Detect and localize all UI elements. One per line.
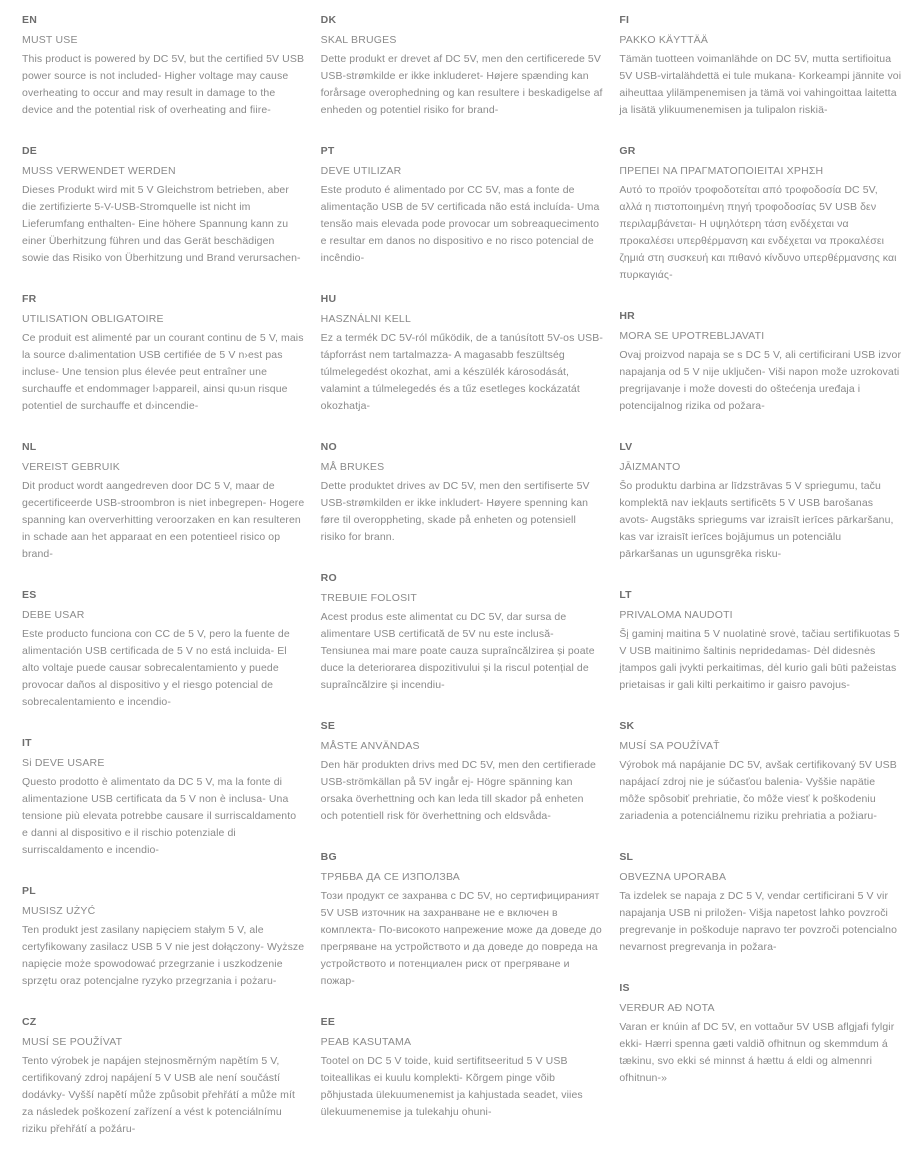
section-body: Dit product wordt aangedreven door DC 5 V, maar de gecertificeerde USB-stroombron is niet inbegrepen- Hogere spanning kan oververhitting veroorzaken en kan resulteren in schade aan het apparaat en een potentieel risico op brand-: [22, 480, 305, 560]
language-section-fi: [619, 12, 902, 119]
section-title: ΠΡΕΠΕΙ ΝΑ ΠΡΑΓΜΑΤΟΠΟΙΕΙΤΑΙ ΧΡΗΣΗ: [619, 165, 824, 177]
language-section-hu: [321, 291, 604, 415]
language-section-fr: [22, 291, 305, 415]
section-title: UTILISATION OBLIGATOIRE: [22, 313, 164, 325]
section-title: PRIVALOMA NAUDOTI: [619, 609, 733, 621]
language-code: PT: [320, 145, 335, 157]
section-body: Šį gaminį maitina 5 V nuolatinė srovė, tačiau sertifikuotas 5 V USB maitinimo šaltinis nepridedamas- Dėl didesnės įtampos gali įvykti perkaitimas, dėl kurio gali būti pažeistas prietaisas ir gali kilti perkaitimo ir gaisro pavojus-: [619, 628, 900, 691]
section-body: Dieses Produkt wird mit 5 V Gleichstrom betrieben, aber die zertifizierte 5-V-USB-Stromquelle ist nicht im Lieferumfang enthalten- Eine höhere Spannung kann zu einer Überhitzung führen und das Gerät beschädigen sowie das Risiko von Überhitzung und Brand verursachen-: [22, 184, 301, 264]
language-code: PL: [22, 885, 36, 897]
language-section-is: [619, 980, 902, 1087]
language-section-ro: [321, 570, 604, 694]
language-section-no: [321, 439, 604, 546]
language-section-en: [22, 12, 305, 119]
language-code: CZ: [22, 1016, 37, 1028]
language-code: LV: [619, 441, 633, 453]
language-code: EE: [320, 1016, 336, 1028]
language-section-dk: [321, 12, 604, 119]
language-section-cz: [22, 1014, 305, 1138]
language-section-sl: [619, 849, 902, 956]
column-1: [22, 12, 305, 1162]
language-section-sk: [619, 718, 902, 825]
section-title: SKAL BRUGES: [320, 34, 397, 46]
section-body: Dette produkt er drevet af DC 5V, men den certificerede 5V USB-strømkilde er ikke inkluderet- Højere spænding kan forårsage overophedning og kan resultere i beskadigelse af enheden og potentiel risiko for brand-: [320, 53, 603, 116]
section-body: Ta izdelek se napaja z DC 5 V, vendar certificirani 5 V vir napajanja USB ni priložen- Višja napetost lahko povzroči pregrevanje in poškoduje napravo ter povzroči potencialno nevarnost pregrevanja in požara-: [619, 890, 898, 953]
section-title: MÅSTE ANVÄNDAS: [320, 740, 420, 752]
section-body: Dette produktet drives av DC 5V, men den sertifiserte 5V USB-strømkilden er ikke inkludert- Høyere spenning kan føre til overoppheting, skade på enheten og potensiell risiko for brann.: [320, 480, 590, 543]
language-section-it: [22, 735, 305, 859]
language-code: SE: [320, 720, 336, 732]
section-body: Acest produs este alimentat cu DC 5V, dar sursa de alimentare USB certificată de 5V nu este inclusă- Tensiunea mai mare poate cauza supraîncălzirea și poate duce la deteriorarea dispozitivului și la riscul potențial de supraîncălzire și incendiu-: [320, 611, 595, 691]
section-title: VEREIST GEBRUIK: [22, 461, 120, 473]
section-body: Tootel on DC 5 V toide, kuid sertifitseeritud 5 V USB toiteallikas ei kuulu komplekti- Kõrgem pinge võib põhjustada ülekuumenemist ja kahjustada seadet, viies ülekuumenemise ja tulekahju ohuni-: [320, 1055, 583, 1118]
section-title: MÅ BRUKES: [320, 461, 385, 473]
language-section-nl: [22, 439, 305, 563]
section-title: ТРЯБВА ДА СЕ ИЗПОЛЗВА: [320, 871, 461, 883]
section-title: MUST USE: [22, 34, 78, 46]
section-body: Este produto é alimentado por CC 5V, mas a fonte de alimentação USB de 5V certificada não está incluída- Uma tensão mais elevada pode provocar um sobreaquecimento e resultar em danos no dispositivo e no risco potencial de incêndio-: [320, 184, 600, 264]
section-body: Den här produkten drivs med DC 5V, men den certifierade USB-strömkällan på 5V ingår ej- Högre spänning kan orsaka överhettning och kan leda till skador på enheten och potentiell risk för överhettning och eldsvåda-: [320, 759, 596, 822]
section-title: MUSISZ UŻYĆ: [22, 905, 96, 917]
language-code: BG: [320, 851, 337, 863]
section-body: Tämän tuotteen voimanlähde on DC 5V, mutta sertifioitua 5V USB-virtalähdettä ei tule mukana- Korkeampi jännite voi aiheuttaa ylilämpenemisen ja tämä voi vahingoittaa laitetta ja lisätä ylikuumenemisen ja tulipalon riskiä-: [619, 53, 902, 116]
section-title: DEBE USAR: [22, 609, 85, 621]
section-body: Този продукт се захранва с DC 5V, но сертифицираният 5V USB източник на захранване не е включен в комплекта- По-високото напрежение може да доведе до прегряване на устройството и да доведе до повреда на устройството и потенциален риск от прегряване и пожар-: [320, 890, 602, 987]
section-title: MORA SE UPOTREBLJAVATI: [619, 330, 765, 342]
language-code: IS: [619, 982, 630, 994]
language-code: FR: [22, 293, 37, 305]
section-body: Este producto funciona con CC de 5 V, pero la fuente de alimentación USB certificada de 5 V no está incluida- El alto voltaje puede causar sobrecalentamiento y puede provocar daños al dispositivo y el riesgo potencial de sobrecalentamiento e incendio-: [22, 628, 290, 708]
section-title: MUSS VERWENDET WERDEN: [22, 165, 176, 177]
section-title: Si DEVE USARE: [22, 757, 105, 769]
section-body: Tento výrobek je napájen stejnosměrným napětím 5 V, certifikovaný zdroj napájení 5 V USB ale není součástí dodávky- Vyšší napětí může způsobit přehřátí a může mít za následek poškození zařízení a vést k potenciálnímu riziku přehřátí a požáru-: [22, 1055, 295, 1135]
section-body: Ez a termék DC 5V-ról működik, de a tanúsított 5V-os USB-tápforrást nem tartalmazza- A magasabb feszültség túlmelegedést okozhat, ami a készülék károsodását, valamint a túlmelegedés és a tűz esetleges kockázatát okozhatja-: [320, 332, 603, 412]
language-code: FI: [619, 14, 630, 26]
language-section-es: [22, 587, 305, 711]
section-title: PEAB KASUTAMA: [320, 1036, 412, 1048]
language-code: IT: [22, 737, 32, 749]
section-body: Ten produkt jest zasilany napięciem stałym 5 V, ale certyfikowany zasilacz USB 5 V nie jest dołączony- Wyższe napięcie może spowodować przegrzanie i uszkodzenie sprzętu oraz potencjalne ryzyko przegrzania i pożaru-: [22, 924, 305, 987]
language-code: GR: [619, 145, 636, 157]
section-title: PAKKO KÄYTTÄÄ: [619, 34, 709, 46]
column-3: [619, 12, 902, 1111]
section-title: JĀIZMANTO: [619, 461, 681, 473]
language-section-se: [321, 718, 604, 825]
language-section-gr: [619, 143, 902, 284]
language-code: SK: [619, 720, 635, 732]
language-code: SL: [619, 851, 634, 863]
section-title: MUSÍ SA POUŽÍVAŤ: [619, 740, 720, 752]
language-section-de: [22, 143, 305, 267]
language-section-pt: [321, 143, 604, 267]
language-code: HR: [619, 310, 635, 322]
language-section-pl: [22, 883, 305, 990]
section-body: This product is powered by DC 5V, but the certified 5V USB power source is not included- Higher voltage may cause overheating to occur and may result in damage to the device and the potential risk of overheating and fiire-: [22, 53, 305, 116]
section-title: VERÐUR AÐ NOTA: [619, 1002, 715, 1014]
section-title: HASZNÁLNI KELL: [320, 313, 411, 325]
language-code: ES: [22, 589, 37, 601]
section-body: Výrobok má napájanie DC 5V, avšak certifikovaný 5V USB napájací zdroj nie je súčasťou balenia- Vyššie napätie môže spôsobiť prehriatie, čo môže viesť k poškodeniu zariadenia a potenciálnemu riziku prehriatia a požiaru-: [619, 759, 897, 822]
language-section-lv: [619, 439, 902, 563]
language-code: DK: [320, 14, 337, 26]
section-body: Αυτό το προϊόν τροφοδοτείται από τροφοδοσία DC 5V, αλλά η πιστοποιημένη πηγή τροφοδοσίας 5V USB δεν περιλαμβάνεται- Η υψηλότερη τάση ενδέχεται να προκαλέσει υπερθέρμανση και ενδέχεται να προκαλέσει ζημιά στη συσκευή και πιθανό κίνδυνο υπερθέρμανσης και πυρκαγιάς-: [619, 184, 897, 281]
language-section-ee: [321, 1014, 604, 1121]
language-code: NO: [320, 441, 337, 453]
language-code: LT: [619, 589, 632, 601]
section-title: MUSÍ SE POUŽÍVAT: [22, 1036, 123, 1048]
section-title: DEVE UTILIZAR: [320, 165, 402, 177]
language-code: HU: [320, 293, 337, 305]
language-code: NL: [22, 441, 37, 453]
language-code: RO: [320, 572, 337, 584]
section-body: Šo produktu darbina ar līdzstrāvas 5 V spriegumu, taču komplektā nav iekļauts sertificēts 5 V USB barošanas avots- Augstāks spriegums var izraisīt ierīces pārkaršanu, kas var izraisīt ierīces bojājumus un potenciālu pārkaršanas un ugunsgrēka risku-: [619, 480, 894, 560]
language-code: EN: [22, 14, 37, 26]
section-body: Questo prodotto è alimentato da DC 5 V, ma la fonte di alimentazione USB certificata da 5 V non è inclusa- Una tensione più elevata potrebbe causare il surriscaldamento e danni al dispositivo e il rischio potenziale di surriscaldamento e incendio-: [22, 776, 297, 856]
section-body: Ce produit est alimenté par un courant continu de 5 V, mais la source d›alimentation USB certifiée de 5 V n›est pas incluse- Une tension plus élevée peut entraîner une surchauffe et endommager l›appareil, ainsi qu›un risque potentiel de surchauffe et d›incendie-: [22, 332, 304, 412]
section-title: TREBUIE FOLOSIT: [320, 592, 418, 604]
column-2: [321, 12, 604, 1145]
section-body: Ovaj proizvod napaja se s DC 5 V, ali certificirani USB izvor napajanja od 5 V nije uključen- Viši napon može uzrokovati pregrijavanje i može dovesti do oštećenja uređaja i potencijalnog rizika od požara-: [619, 349, 902, 412]
language-code: DE: [22, 145, 37, 157]
section-body: Varan er knúin af DC 5V, en vottaður 5V USB aflgjafi fylgir ekki- Hærri spenna gæti valdið ofhitnun og skemmdum á tækinu, svo ekki sé minnst á hættu á eldi og almennri ofhitnun-»: [619, 1021, 895, 1084]
language-section-hr: [619, 308, 902, 415]
language-section-lt: [619, 587, 902, 694]
section-title: OBVEZNA UPORABA: [619, 871, 727, 883]
